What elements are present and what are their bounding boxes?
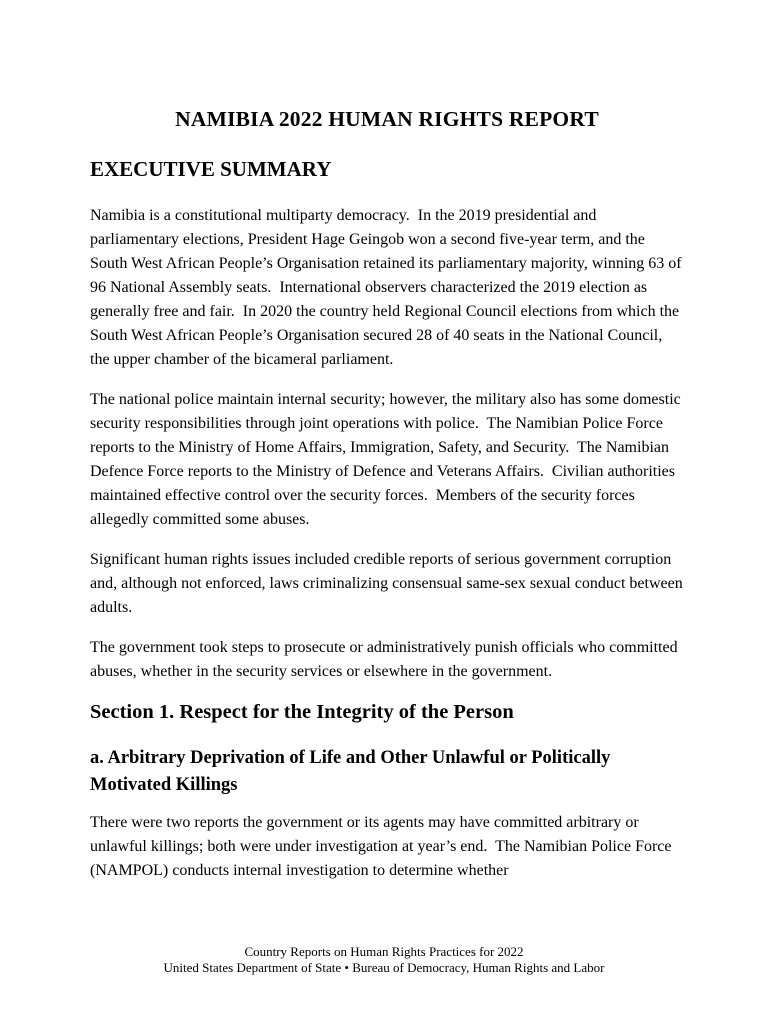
paragraph-government-steps: The government took steps to prosecute or administratively punish officials who committed abuses, whether in the security services or elsewhere in the government. (90, 639, 682, 680)
paragraph-democracy-elections: Namibia is a constitutional multiparty democracy. In the 2019 presidential and parliamentary elections, President Hage Geingob won a second five-year term, and the South West African People’s Organisation retained its parliamentary majority, winning 63 of 96 National Assembly seats. International observers characterized the 2019 election as generally free and fair. In 2020 the country held Regional Council elections from which the South West African People’s Organisation secured 28 of 40 seats in the National Council, the upper chamber of the bicameral parliament. (90, 207, 686, 368)
paragraph-human-rights-issues: Significant human rights issues included credible reports of serious government corruption and, although not enforced, laws criminalizing consensual same-sex sexual conduct between adults. (90, 551, 687, 616)
document-title: NAMIBIA 2022 HUMAN RIGHTS REPORT (175, 107, 599, 131)
paragraph-security-forces: The national police maintain internal security; however, the military also has some domestic security responsibilities through joint operations with police. The Namibian Police Force reports to the Ministry of Home Affairs, Immigration, Safety, and Security. The Namibian Defence Force reports to the Ministry of Defence and Veterans Affairs. Civilian authorities maintained effective control over the security forces. Members of the security forces allegedly committed some abuses. (90, 391, 685, 528)
heading-section-1: Section 1. Respect for the Integrity of the Person (90, 701, 514, 723)
paragraph-arbitrary-killings: There were two reports the government or its agents may have committed arbitrary or unlawful killings; both were under investigation at year’s end. The Namibian Police Force (NAMPOL) conducts internal investigation to determine whether (90, 814, 676, 879)
footer-report-series: Country Reports on Human Rights Practices for 2022 (244, 944, 524, 959)
heading-subsection-a: a. Arbitrary Deprivation of Life and Other Unlawful or Politically Motivated Killings (90, 748, 611, 795)
footer-department: United States Department of State • Bureau of Democracy, Human Rights and Labor (163, 959, 605, 975)
document-content (90, 0, 687, 883)
heading-executive-summary: EXECUTIVE SUMMARY (90, 157, 332, 181)
page-footer (0, 944, 768, 975)
